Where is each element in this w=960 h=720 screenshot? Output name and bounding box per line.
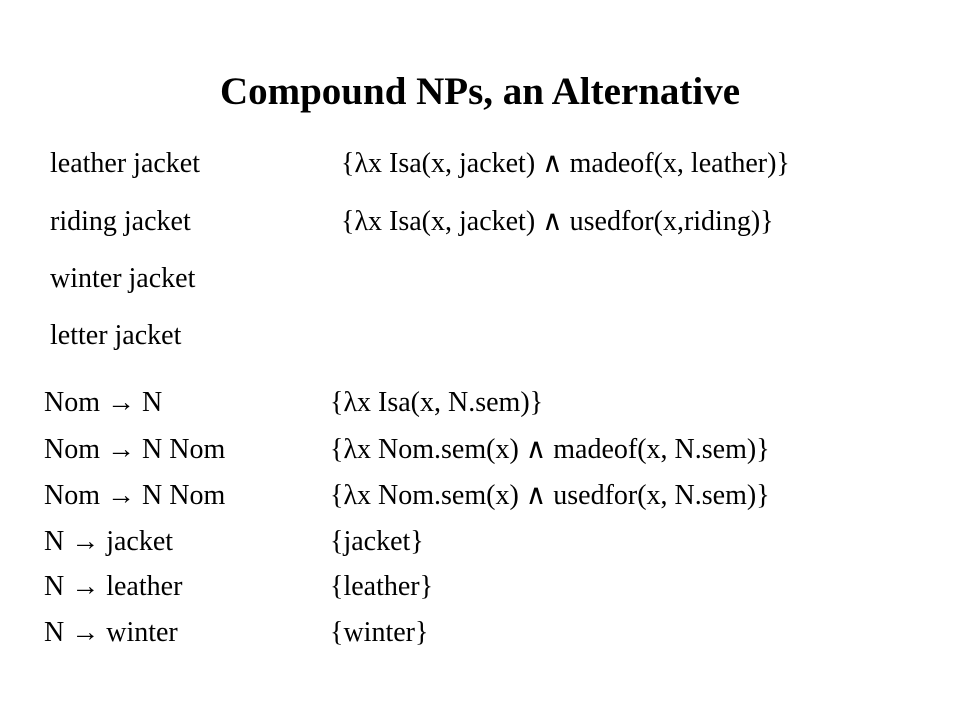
- grammar-production: N → jacket: [44, 526, 174, 557]
- grammar-semantics: {λx Nom.sem(x) ∧ madeof(x, N.sem)}: [330, 434, 770, 465]
- example-phrase: riding jacket: [50, 206, 191, 237]
- grammar-semantics: {λx Nom.sem(x) ∧ usedfor(x, N.sem)}: [330, 480, 770, 511]
- grammar-production: Nom → N Nom: [44, 480, 226, 511]
- slide-title: Compound NPs, an Alternative: [219, 70, 741, 113]
- example-semantics: {λx Isa(x, jacket) ∧ madeof(x, leather)}: [341, 148, 790, 179]
- grammar-production: N → leather: [44, 571, 183, 602]
- grammar-production: N → winter: [44, 617, 178, 648]
- grammar-semantics: {λx Isa(x, N.sem)}: [330, 387, 544, 418]
- grammar-semantics: {jacket}: [330, 526, 424, 557]
- example-phrase: letter jacket: [50, 320, 182, 351]
- grammar-semantics: {winter}: [330, 617, 429, 648]
- example-phrase: winter jacket: [50, 263, 196, 294]
- example-phrase: leather jacket: [50, 148, 201, 179]
- grammar-semantics: {leather}: [330, 571, 434, 602]
- grammar-production: Nom → N: [44, 387, 163, 418]
- example-semantics: {λx Isa(x, jacket) ∧ usedfor(x,riding)}: [341, 206, 774, 237]
- grammar-production: Nom → N Nom: [44, 434, 226, 465]
